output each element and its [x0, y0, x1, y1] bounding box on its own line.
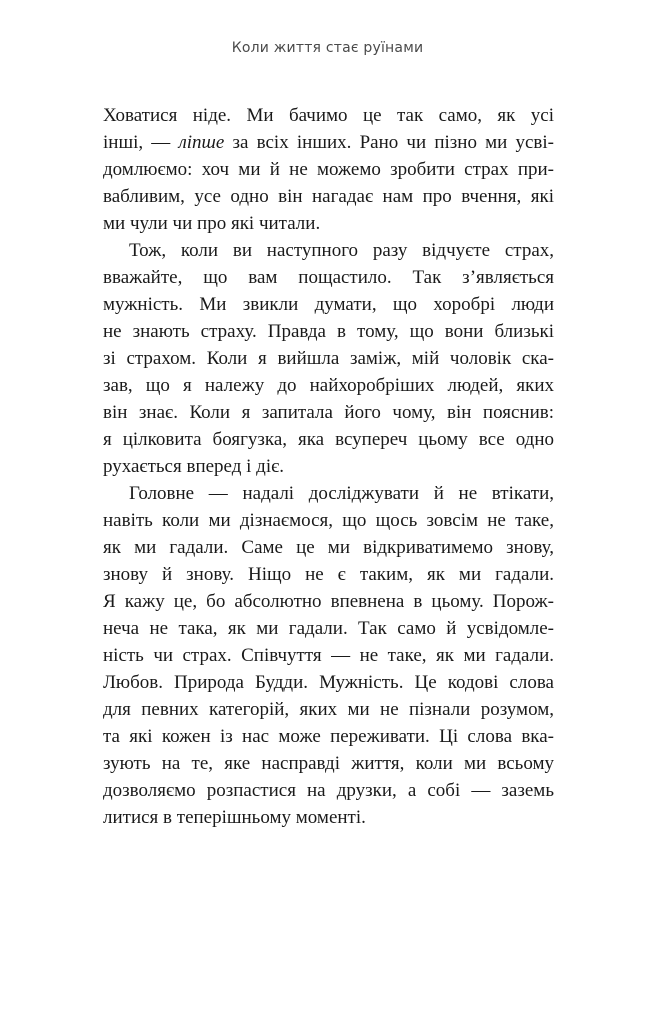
text-line: литися в теперішньому моменті.	[103, 807, 366, 828]
text-line: як ми гадали. Саме це ми відкриватимемо знову,	[103, 537, 554, 558]
text-line: Тож, коли ви наступного разу відчуєте страх,	[129, 240, 554, 261]
text-line: зі страхом. Коли я вийшла заміж, мій чоловік ска-	[103, 348, 554, 369]
text-line: він знає. Коли я запитала його чому, він пояснив:	[103, 402, 554, 423]
text-line: Любов. Природа Будди. Мужність. Це кодові слова	[103, 672, 554, 693]
text-line	[103, 129, 554, 156]
text-line: зують на те, яке насправді життя, коли ми всьому	[103, 753, 554, 774]
text-line: рухається вперед і діє.	[103, 456, 285, 477]
body-text	[103, 102, 554, 831]
text-line: неча не така, як ми гадали. Так само й усвідомле-	[103, 618, 554, 639]
text-line: зав, що я належу до найхоробріших людей, яких	[103, 375, 554, 396]
text-line: домлюємо: хоч ми й не можемо зробити страх при-	[103, 159, 554, 180]
text-line: мужність. Ми звикли думати, що хоробрі люди	[103, 294, 554, 315]
text-line: ми чули чи про які читали.	[103, 213, 321, 234]
text-line: вабливим, усе одно він нагадає нам про вчення, які	[103, 186, 554, 207]
text-line: не знають страху. Правда в тому, що вони близькі	[103, 321, 554, 342]
paragraph-2	[103, 237, 554, 480]
text-line: знову й знову. Ніщо не є таким, як ми гадали.	[103, 564, 554, 585]
text-line: Я кажу це, бо абсолютно впевнена в цьому. Порож-	[103, 591, 554, 612]
text-line: ність чи страх. Співчуття — не таке, як ми гадали.	[103, 645, 554, 666]
text-run: за всіх інших. Рано чи пізно ми усві-	[224, 132, 555, 153]
paragraph-1	[103, 102, 554, 237]
text-line: Ховатися ніде. Ми бачимо це так само, як усі	[103, 105, 554, 126]
text-line: Головне — надалі досліджувати й не втікати,	[129, 483, 554, 504]
text-line: дозволяємо розпастися на друзки, а собі — заземь	[103, 780, 554, 801]
emphasis-run: ліпше	[178, 132, 225, 153]
text-line: та які кожен із нас може переживати. Ці слова вка-	[103, 726, 554, 747]
text-line: я цілковита боягузка, яка всупереч цьому все одно	[103, 429, 554, 450]
paragraph-3	[103, 480, 554, 831]
text-run: інші, —	[103, 132, 179, 153]
text-line: вважайте, що вам пощастило. Так з’являється	[103, 267, 554, 288]
text-line: для певних категорій, яких ми не пізнали розумом,	[103, 699, 554, 720]
running-header: Коли життя стає руїнами	[231, 40, 424, 56]
text-line: навіть коли ми дізнаємося, що щось зовсім не таке,	[103, 510, 554, 531]
